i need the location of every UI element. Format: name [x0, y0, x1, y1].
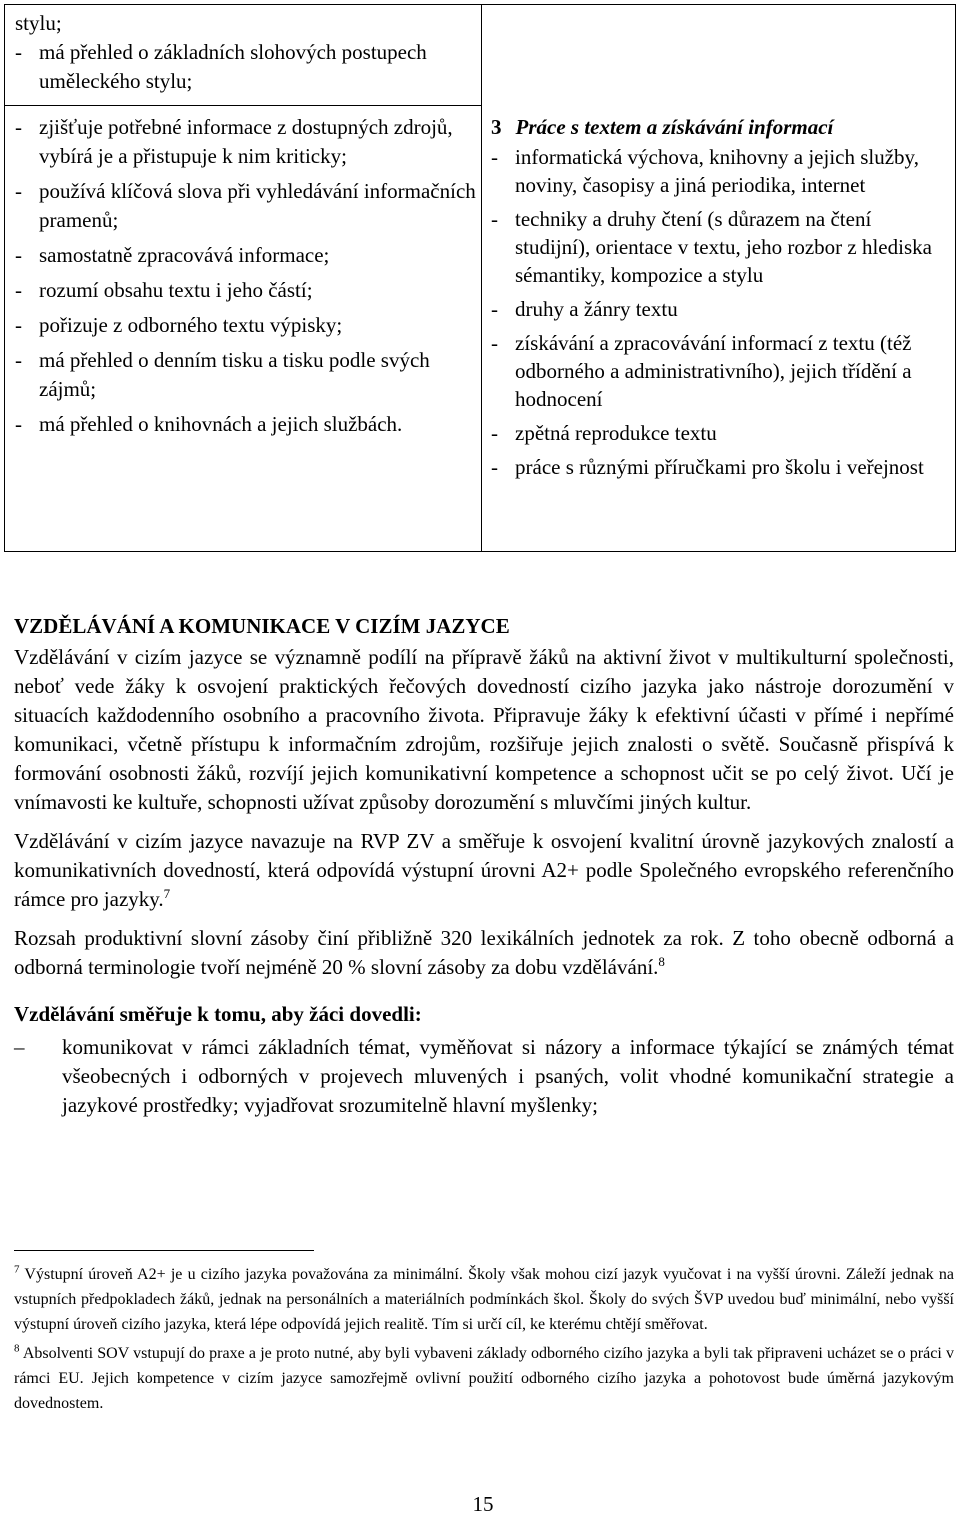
right-cell — [491, 113, 951, 487]
table-column-divider — [481, 5, 482, 551]
list-item: - pořizuje z odborného textu výpisky; — [15, 313, 343, 337]
list-item: - zjišťuje potřebné informace z dostupných zdrojů, vybírá je a přistupuje k nim kriticky; — [15, 115, 453, 168]
footnote: $^7$ Výstupní úroveň A2+ je u cizího jazyka považována za minimální. Školy však mohou cizí jazyk vyučovat i na vyšší úrovni. Záleží jednak na vstupních předpokladech žáků, jednak na personálních a materiálních podmínkách škol. Školy do svých ŠVP uvedou buď minimální, nebo vyšší výstupní úroveň cizího jazyka, která lépe odpovídá jejich realitě. Tím si určí cíl, ke kterému chtějí směřovat. — [14, 1263, 954, 1333]
table-row-divider — [5, 105, 481, 106]
list-item: - má přehled o denním tisku a tisku podle svých zájmů; — [15, 348, 430, 401]
cell-text-continuation: stylu; — [15, 11, 62, 35]
list-item: - techniky a druhy čtení (s důrazem na čtení studijní), orientace v textu, jeho rozbor z hlediska sémantiky, kompozice a stylu — [491, 207, 932, 287]
list-item: - zpětná reprodukce textu — [491, 421, 717, 445]
list-item: - používá klíčová slova při vyhledávání informačních pramenů; — [15, 179, 476, 232]
list-item: - rozumí obsahu textu i jeho částí; — [15, 278, 313, 302]
list-item: - práce s různými příručkami pro školu i veřejnost — [491, 455, 924, 479]
list-item: - má přehled o základních slohových postupech uměleckého stylu; — [15, 40, 427, 93]
left-bottom-cell — [15, 113, 477, 445]
curriculum-table — [4, 4, 956, 552]
footnote-ref: 8 — [658, 954, 665, 969]
paragraph: Rozsah produktivní slovní zásoby činí přibližně 320 lexikálních jednotek za rok. Z toho obecně odborná a odborná terminologie tvoří nejméně 20 % slovní zásoby za dobu vzdělávání.$^8$ — [14, 926, 954, 979]
footnotes — [14, 1262, 954, 1420]
footnote-ref: 7 — [163, 886, 171, 901]
footnote: $^8$ Absolventi SOV vstupují do praxe a je proto nutné, aby byli vybaveni základy odborného cizího jazyka a byli tak připraveni ucházet se o práci v rámci EU. Jejich kompetence v cizím jazyce samozřejmě ovlivní použití odborného cizího jazyka a pohotovost bude úměrná jazykovým dovednostem. — [14, 1342, 954, 1412]
section-heading: VZDĚLÁVÁNÍ A KOMUNIKACE V CIZÍM JAZYCE — [14, 614, 510, 638]
list-item: - informatická výchova, knihovny a jejich služby, noviny, časopisy a jiná periodika, internet — [491, 145, 919, 197]
aim-list-item: – komunikovat v rámci základních témat, vyměňovat si názory a informace týkající se známých témat všeobecných i odborných v projevech mluvených i psaných, volit vhodné komunikační strategie a jazykové prostředky; vyjadřovat srozumitelně hlavní myšlenky; — [14, 1035, 954, 1117]
paragraph: Vzdělávání v cizím jazyce navazuje na RVP ZV a směřuje k osvojení kvalitní úrovně jazykových znalostí a komunikativních dovedností, která odpovídá výstupní úrovni A2+ podle Společného evropského referenčního rámce pro jazyky.$^7$ — [14, 829, 954, 911]
list-item: - samostatně zpracovává informace; — [15, 243, 330, 267]
topic-heading — [491, 113, 951, 141]
left-top-cell — [15, 9, 475, 102]
topic-number: 3 — [491, 115, 502, 139]
aims-heading: Vzdělávání směřuje k tomu, aby žáci dovedli: — [14, 1002, 422, 1026]
footnote-separator — [14, 1250, 314, 1251]
language-education-section — [14, 612, 954, 1120]
list-item: - získávání a zpracovávání informací z textu (též odborného a administrativního), jejich třídění a hodnocení — [491, 331, 912, 411]
list-item: - druhy a žánry textu — [491, 297, 678, 321]
list-item: - má přehled o knihovnách a jejich službách. — [15, 412, 403, 436]
paragraph: Vzdělávání v cizím jazyce se významně podílí na přípravě žáků na aktivní život v multikulturní společnosti, neboť vede žáky k osvojení praktických řečových dovedností cizího jazyka jako nástroje dorozumění v situacích každodenního osobního a pracovního života. Připravuje žáky k efektivní účasti v přímé i nepřímé komunikaci, včetně přístupu k informačním zdrojům, rozšiřuje jejich znalosti o světě. Současně přispívá k formování osobnosti žáků, rozvíjí jejich komunikativní kompetence a schopnost učit se po celý život. Učí je vnímavosti ke kultuře, schopnosti užívat způsoby dorozumění s mluvčími jiných kultur. — [14, 645, 954, 814]
topic-title: Práce s textem a získávání informací — [515, 115, 834, 139]
page-number: 15 — [472, 1492, 494, 1516]
